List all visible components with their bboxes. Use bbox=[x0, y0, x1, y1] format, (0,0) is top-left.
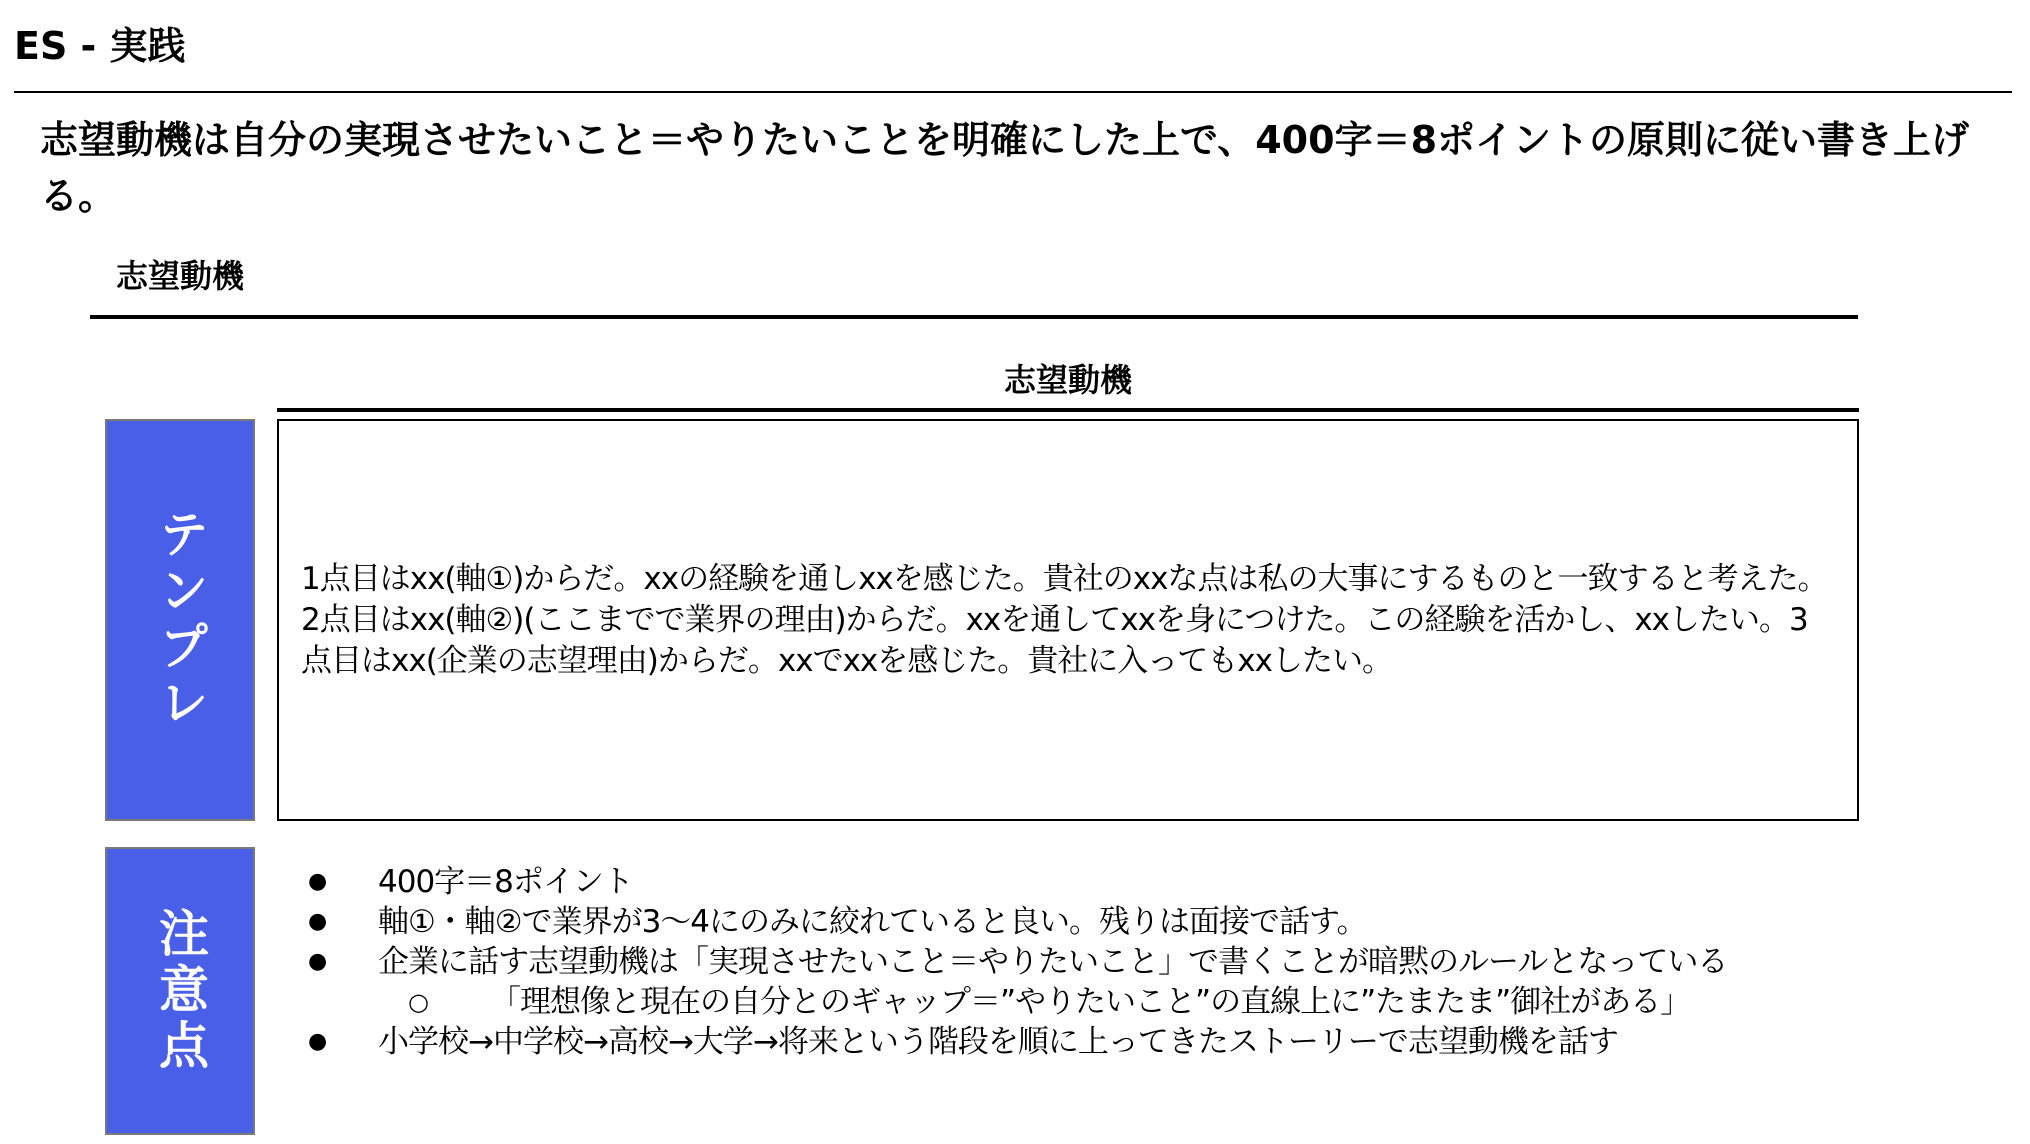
template-heading-divider bbox=[277, 408, 1859, 412]
template-body: 1点目はxx(軸①)からだ。xxの経験を通しxxを感じた。貴社のxxな点は私の大事にするものと一致すると考えた。2点目はxx(軸②)(ここまでで業界の理由)からだ。xxを通してxxを身につけた。この経験を活かし、xxしたい。3点目はxx(企業の志望理由)からだ。xxでxxを感じた。貴社に入ってもxxしたい。 bbox=[301, 560, 1828, 679]
template-tab-label: テンプレ bbox=[151, 508, 209, 732]
list-item bbox=[290, 1022, 1860, 1062]
note-text: 小学校→中学校→高校→大学→将来という階段を順に上ってきたストーリーで志望動機を話す bbox=[378, 1024, 1618, 1060]
note-text: 軸①・軸②で業界が3〜4にのみに絞れていると良い。残りは面接で話す。 bbox=[378, 904, 1367, 940]
list-item bbox=[290, 902, 1860, 942]
section-divider bbox=[90, 315, 1858, 319]
list-item bbox=[290, 942, 1860, 982]
bullet-icon: ● bbox=[308, 869, 327, 894]
note-text: 企業に話す志望動機は「実現させたいこと＝やりたいこと」で書くことが暗黙のルールとなっている bbox=[378, 944, 1728, 980]
template-tab bbox=[105, 419, 255, 821]
bullet-icon: ● bbox=[308, 909, 327, 934]
bullet-icon: ● bbox=[308, 949, 327, 974]
hollow-bullet-icon: ○ bbox=[408, 988, 428, 1016]
headline: 志望動機は自分の実現させたいこと＝やりたいことを明確にした上で、400字＝8ポイントの原則に従い書き上げる。 bbox=[40, 118, 1970, 218]
slide-title: ES - 実践 bbox=[14, 24, 186, 68]
title-divider bbox=[14, 91, 2012, 93]
notes-tab-label: 注意点 bbox=[151, 907, 209, 1075]
sub-list-item bbox=[290, 982, 1860, 1022]
template-box bbox=[277, 419, 1859, 821]
bullet-icon: ● bbox=[308, 1029, 327, 1054]
section-label: 志望動機 bbox=[116, 257, 245, 295]
notes-tab bbox=[105, 847, 255, 1135]
note-text: 400字＝8ポイント bbox=[378, 864, 633, 900]
note-sub-text: 「理想像と現在の自分とのギャップ＝”やりたいこと”の直線上に”たまたま”御社がある」 bbox=[490, 984, 1691, 1020]
template-heading: 志望動機 bbox=[1003, 361, 1132, 399]
list-item bbox=[290, 862, 1860, 902]
notes-list bbox=[290, 862, 1860, 1062]
